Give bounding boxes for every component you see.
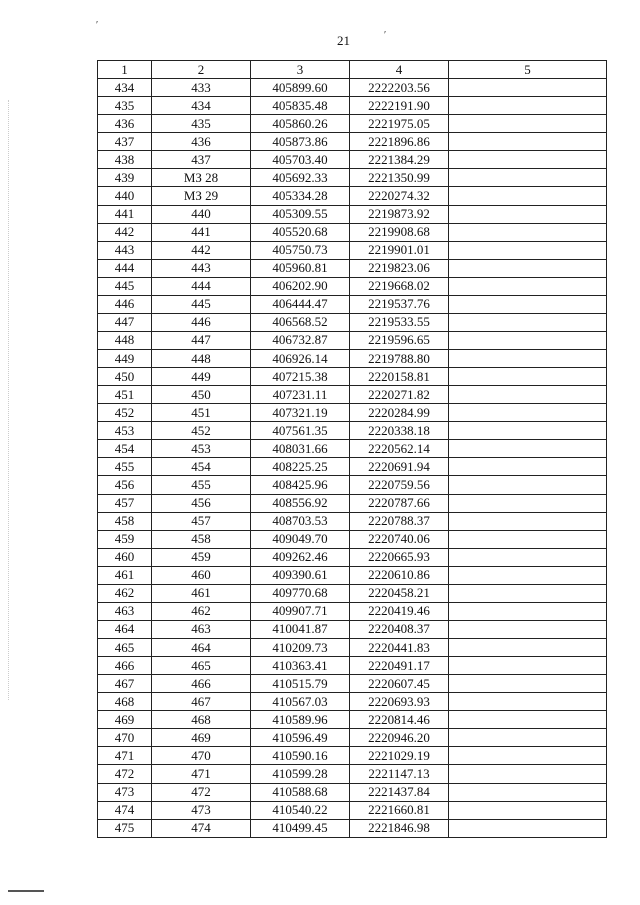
cell-y-coordinate: 2220284.99 <box>350 404 449 422</box>
table-row <box>98 620 607 638</box>
cell-y-coordinate: 2221846.98 <box>350 819 449 837</box>
cell-note <box>449 494 607 512</box>
cell-y-coordinate: 2219823.06 <box>350 259 449 277</box>
cell-note <box>449 458 607 476</box>
cell-note <box>449 386 607 404</box>
table-header-row <box>98 61 607 79</box>
cell-point-number: 463 <box>98 602 152 620</box>
cell-prev-point: 463 <box>152 620 251 638</box>
cell-point-number: 467 <box>98 675 152 693</box>
cell-x-coordinate: 408703.53 <box>251 512 350 530</box>
table-row <box>98 584 607 602</box>
cell-y-coordinate: 2219533.55 <box>350 313 449 331</box>
table-row <box>98 97 607 115</box>
cell-x-coordinate: 408425.96 <box>251 476 350 494</box>
cell-x-coordinate: 410588.68 <box>251 783 350 801</box>
cell-note <box>449 566 607 584</box>
cell-y-coordinate: 2221147.13 <box>350 765 449 783</box>
cell-y-coordinate: 2220338.18 <box>350 422 449 440</box>
cell-note <box>449 79 607 97</box>
cell-point-number: 446 <box>98 295 152 313</box>
cell-prev-point: 441 <box>152 223 251 241</box>
cell-y-coordinate: 2220158.81 <box>350 368 449 386</box>
cell-note <box>449 548 607 566</box>
cell-y-coordinate: 2219908.68 <box>350 223 449 241</box>
cell-note <box>449 783 607 801</box>
table-row <box>98 223 607 241</box>
cell-prev-point: 449 <box>152 368 251 386</box>
table-row <box>98 313 607 331</box>
cell-point-number: 437 <box>98 133 152 151</box>
cell-y-coordinate: 2221975.05 <box>350 115 449 133</box>
table-row <box>98 115 607 133</box>
cell-note <box>449 620 607 638</box>
cell-x-coordinate: 410567.03 <box>251 693 350 711</box>
table-row <box>98 657 607 675</box>
cell-y-coordinate: 2220419.46 <box>350 602 449 620</box>
cell-point-number: 452 <box>98 404 152 422</box>
cell-x-coordinate: 406568.52 <box>251 313 350 331</box>
table-row <box>98 512 607 530</box>
cell-y-coordinate: 2221029.19 <box>350 747 449 765</box>
table-row <box>98 440 607 458</box>
cell-note <box>449 404 607 422</box>
cell-x-coordinate: 410589.96 <box>251 711 350 729</box>
cell-note <box>449 133 607 151</box>
cell-note <box>449 693 607 711</box>
cell-prev-point: 435 <box>152 115 251 133</box>
cell-point-number: 468 <box>98 693 152 711</box>
cell-y-coordinate: 2222191.90 <box>350 97 449 115</box>
cell-note <box>449 223 607 241</box>
cell-prev-point: 437 <box>152 151 251 169</box>
cell-prev-point: 434 <box>152 97 251 115</box>
table-row <box>98 675 607 693</box>
cell-x-coordinate: 405835.48 <box>251 97 350 115</box>
cell-prev-point: 446 <box>152 313 251 331</box>
cell-y-coordinate: 2220271.82 <box>350 386 449 404</box>
cell-x-coordinate: 405899.60 <box>251 79 350 97</box>
cell-note <box>449 368 607 386</box>
cell-prev-point: 453 <box>152 440 251 458</box>
cell-point-number: 453 <box>98 422 152 440</box>
cell-note <box>449 295 607 313</box>
cell-point-number: 473 <box>98 783 152 801</box>
cell-prev-point: 467 <box>152 693 251 711</box>
cell-y-coordinate: 2221660.81 <box>350 801 449 819</box>
cell-prev-point: 470 <box>152 747 251 765</box>
cell-note <box>449 639 607 657</box>
cell-x-coordinate: 405692.33 <box>251 169 350 187</box>
cell-x-coordinate: 410499.45 <box>251 819 350 837</box>
table-row <box>98 422 607 440</box>
cell-prev-point: 464 <box>152 639 251 657</box>
cell-point-number: 455 <box>98 458 152 476</box>
cell-point-number: 472 <box>98 765 152 783</box>
cell-point-number: 454 <box>98 440 152 458</box>
cell-point-number: 457 <box>98 494 152 512</box>
scan-mark: ʹ <box>96 20 99 31</box>
table-row <box>98 819 607 837</box>
cell-prev-point: 443 <box>152 259 251 277</box>
cell-prev-point: 433 <box>152 79 251 97</box>
header-cell-1: 1 <box>98 61 152 79</box>
cell-prev-point: 468 <box>152 711 251 729</box>
cell-prev-point: 473 <box>152 801 251 819</box>
cell-note <box>449 747 607 765</box>
table-row <box>98 729 607 747</box>
cell-y-coordinate: 2220441.83 <box>350 639 449 657</box>
cell-prev-point: 445 <box>152 295 251 313</box>
cell-y-coordinate: 2221350.99 <box>350 169 449 187</box>
cell-prev-point: 454 <box>152 458 251 476</box>
cell-prev-point: 456 <box>152 494 251 512</box>
cell-x-coordinate: 409262.46 <box>251 548 350 566</box>
cell-point-number: 448 <box>98 331 152 349</box>
cell-x-coordinate: 405520.68 <box>251 223 350 241</box>
cell-note <box>449 729 607 747</box>
table-row <box>98 404 607 422</box>
cell-x-coordinate: 409907.71 <box>251 602 350 620</box>
cell-note <box>449 187 607 205</box>
cell-point-number: 466 <box>98 657 152 675</box>
cell-x-coordinate: 405309.55 <box>251 205 350 223</box>
table-row <box>98 79 607 97</box>
cell-point-number: 458 <box>98 512 152 530</box>
cell-note <box>449 241 607 259</box>
cell-note <box>449 350 607 368</box>
cell-prev-point: 444 <box>152 277 251 295</box>
cell-y-coordinate: 2221896.86 <box>350 133 449 151</box>
cell-x-coordinate: 410515.79 <box>251 675 350 693</box>
cell-point-number: 440 <box>98 187 152 205</box>
cell-x-coordinate: 405960.81 <box>251 259 350 277</box>
cell-prev-point: 465 <box>152 657 251 675</box>
table-row <box>98 133 607 151</box>
table-row <box>98 151 607 169</box>
cell-note <box>449 476 607 494</box>
table-row <box>98 205 607 223</box>
cell-y-coordinate: 2220562.14 <box>350 440 449 458</box>
cell-y-coordinate: 2220665.93 <box>350 548 449 566</box>
header-cell-2: 2 <box>152 61 251 79</box>
header-cell-3: 3 <box>251 61 350 79</box>
table-row <box>98 187 607 205</box>
cell-note <box>449 313 607 331</box>
cell-x-coordinate: 408031.66 <box>251 440 350 458</box>
cell-y-coordinate: 2219788.80 <box>350 350 449 368</box>
cell-x-coordinate: 409770.68 <box>251 584 350 602</box>
cell-y-coordinate: 2220274.32 <box>350 187 449 205</box>
cell-prev-point: 474 <box>152 819 251 837</box>
table-row <box>98 494 607 512</box>
cell-point-number: 475 <box>98 819 152 837</box>
cell-y-coordinate: 2220759.56 <box>350 476 449 494</box>
cell-point-number: 459 <box>98 530 152 548</box>
cell-y-coordinate: 2220788.37 <box>350 512 449 530</box>
cell-prev-point: 448 <box>152 350 251 368</box>
cell-prev-point: 472 <box>152 783 251 801</box>
cell-note <box>449 584 607 602</box>
table-row <box>98 458 607 476</box>
cell-point-number: 444 <box>98 259 152 277</box>
table-row <box>98 783 607 801</box>
footer-rule <box>8 890 44 892</box>
cell-note <box>449 151 607 169</box>
cell-note <box>449 512 607 530</box>
cell-x-coordinate: 410363.41 <box>251 657 350 675</box>
cell-y-coordinate: 2220787.66 <box>350 494 449 512</box>
table-row <box>98 566 607 584</box>
scan-mark: ʹ <box>384 30 387 41</box>
table-row <box>98 639 607 657</box>
cell-y-coordinate: 2219537.76 <box>350 295 449 313</box>
coordinates-table-body <box>98 61 607 838</box>
cell-note <box>449 259 607 277</box>
cell-prev-point: 436 <box>152 133 251 151</box>
cell-note <box>449 765 607 783</box>
cell-point-number: 439 <box>98 169 152 187</box>
cell-x-coordinate: 407215.38 <box>251 368 350 386</box>
coordinates-table <box>97 60 607 838</box>
cell-x-coordinate: 410596.49 <box>251 729 350 747</box>
cell-point-number: 442 <box>98 223 152 241</box>
header-cell-4: 4 <box>350 61 449 79</box>
cell-point-number: 462 <box>98 584 152 602</box>
cell-note <box>449 440 607 458</box>
cell-point-number: 456 <box>98 476 152 494</box>
cell-prev-point: 458 <box>152 530 251 548</box>
table-row <box>98 747 607 765</box>
cell-x-coordinate: 410041.87 <box>251 620 350 638</box>
cell-point-number: 443 <box>98 241 152 259</box>
cell-point-number: 451 <box>98 386 152 404</box>
cell-point-number: 469 <box>98 711 152 729</box>
table-row <box>98 169 607 187</box>
table-row <box>98 530 607 548</box>
cell-x-coordinate: 406926.14 <box>251 350 350 368</box>
cell-prev-point: 469 <box>152 729 251 747</box>
cell-note <box>449 331 607 349</box>
cell-y-coordinate: 2219668.02 <box>350 277 449 295</box>
cell-point-number: 438 <box>98 151 152 169</box>
cell-note <box>449 675 607 693</box>
cell-point-number: 441 <box>98 205 152 223</box>
cell-y-coordinate: 2220946.20 <box>350 729 449 747</box>
cell-x-coordinate: 405860.26 <box>251 115 350 133</box>
table-row <box>98 711 607 729</box>
cell-y-coordinate: 2220740.06 <box>350 530 449 548</box>
table-row <box>98 693 607 711</box>
table-row <box>98 765 607 783</box>
cell-note <box>449 97 607 115</box>
cell-prev-point: 461 <box>152 584 251 602</box>
cell-x-coordinate: 405750.73 <box>251 241 350 259</box>
cell-prev-point: 452 <box>152 422 251 440</box>
cell-note <box>449 205 607 223</box>
cell-x-coordinate: 410599.28 <box>251 765 350 783</box>
cell-y-coordinate: 2221437.84 <box>350 783 449 801</box>
cell-note <box>449 801 607 819</box>
table-row <box>98 801 607 819</box>
table-row <box>98 331 607 349</box>
cell-point-number: 474 <box>98 801 152 819</box>
table-row <box>98 368 607 386</box>
cell-x-coordinate: 410540.22 <box>251 801 350 819</box>
cell-x-coordinate: 405334.28 <box>251 187 350 205</box>
cell-x-coordinate: 409049.70 <box>251 530 350 548</box>
page-number: 21 <box>337 33 350 48</box>
cell-x-coordinate: 408556.92 <box>251 494 350 512</box>
cell-prev-point: 457 <box>152 512 251 530</box>
cell-y-coordinate: 2220814.46 <box>350 711 449 729</box>
cell-x-coordinate: 408225.25 <box>251 458 350 476</box>
cell-y-coordinate: 2220693.93 <box>350 693 449 711</box>
coordinates-table-container <box>97 60 607 838</box>
cell-point-number: 435 <box>98 97 152 115</box>
cell-x-coordinate: 406444.47 <box>251 295 350 313</box>
cell-point-number: 465 <box>98 639 152 657</box>
cell-prev-point: МЗ 29 <box>152 187 251 205</box>
cell-point-number: 449 <box>98 350 152 368</box>
cell-x-coordinate: 406202.90 <box>251 277 350 295</box>
cell-x-coordinate: 405873.86 <box>251 133 350 151</box>
cell-y-coordinate: 2220408.37 <box>350 620 449 638</box>
cell-y-coordinate: 2219596.65 <box>350 331 449 349</box>
cell-y-coordinate: 2222203.56 <box>350 79 449 97</box>
cell-note <box>449 602 607 620</box>
cell-prev-point: 450 <box>152 386 251 404</box>
cell-x-coordinate: 407561.35 <box>251 422 350 440</box>
cell-point-number: 445 <box>98 277 152 295</box>
cell-note <box>449 819 607 837</box>
cell-note <box>449 169 607 187</box>
cell-point-number: 470 <box>98 729 152 747</box>
cell-x-coordinate: 407321.19 <box>251 404 350 422</box>
cell-note <box>449 422 607 440</box>
table-row <box>98 476 607 494</box>
cell-y-coordinate: 2220610.86 <box>350 566 449 584</box>
cell-prev-point: 471 <box>152 765 251 783</box>
cell-y-coordinate: 2219901.01 <box>350 241 449 259</box>
table-row <box>98 386 607 404</box>
cell-y-coordinate: 2220458.21 <box>350 584 449 602</box>
table-row <box>98 259 607 277</box>
cell-prev-point: 440 <box>152 205 251 223</box>
cell-point-number: 471 <box>98 747 152 765</box>
cell-note <box>449 115 607 133</box>
cell-point-number: 460 <box>98 548 152 566</box>
cell-note <box>449 657 607 675</box>
table-row <box>98 277 607 295</box>
cell-prev-point: 455 <box>152 476 251 494</box>
cell-point-number: 447 <box>98 313 152 331</box>
cell-prev-point: 447 <box>152 331 251 349</box>
cell-y-coordinate: 2220607.45 <box>350 675 449 693</box>
cell-x-coordinate: 406732.87 <box>251 331 350 349</box>
cell-point-number: 461 <box>98 566 152 584</box>
cell-note <box>449 530 607 548</box>
cell-y-coordinate: 2220491.17 <box>350 657 449 675</box>
cell-point-number: 434 <box>98 79 152 97</box>
cell-x-coordinate: 405703.40 <box>251 151 350 169</box>
cell-y-coordinate: 2219873.92 <box>350 205 449 223</box>
table-row <box>98 295 607 313</box>
cell-prev-point: 442 <box>152 241 251 259</box>
cell-x-coordinate: 410209.73 <box>251 639 350 657</box>
cell-prev-point: 451 <box>152 404 251 422</box>
cell-point-number: 450 <box>98 368 152 386</box>
cell-y-coordinate: 2221384.29 <box>350 151 449 169</box>
cell-x-coordinate: 409390.61 <box>251 566 350 584</box>
cell-x-coordinate: 407231.11 <box>251 386 350 404</box>
header-cell-5: 5 <box>449 61 607 79</box>
scan-edge-mark <box>8 100 10 700</box>
table-row <box>98 241 607 259</box>
cell-prev-point: 462 <box>152 602 251 620</box>
table-row <box>98 602 607 620</box>
cell-y-coordinate: 2220691.94 <box>350 458 449 476</box>
cell-point-number: 436 <box>98 115 152 133</box>
table-row <box>98 350 607 368</box>
cell-prev-point: 466 <box>152 675 251 693</box>
cell-prev-point: 460 <box>152 566 251 584</box>
cell-x-coordinate: 410590.16 <box>251 747 350 765</box>
cell-note <box>449 711 607 729</box>
cell-prev-point: 459 <box>152 548 251 566</box>
cell-note <box>449 277 607 295</box>
table-row <box>98 548 607 566</box>
cell-prev-point: МЗ 28 <box>152 169 251 187</box>
cell-point-number: 464 <box>98 620 152 638</box>
